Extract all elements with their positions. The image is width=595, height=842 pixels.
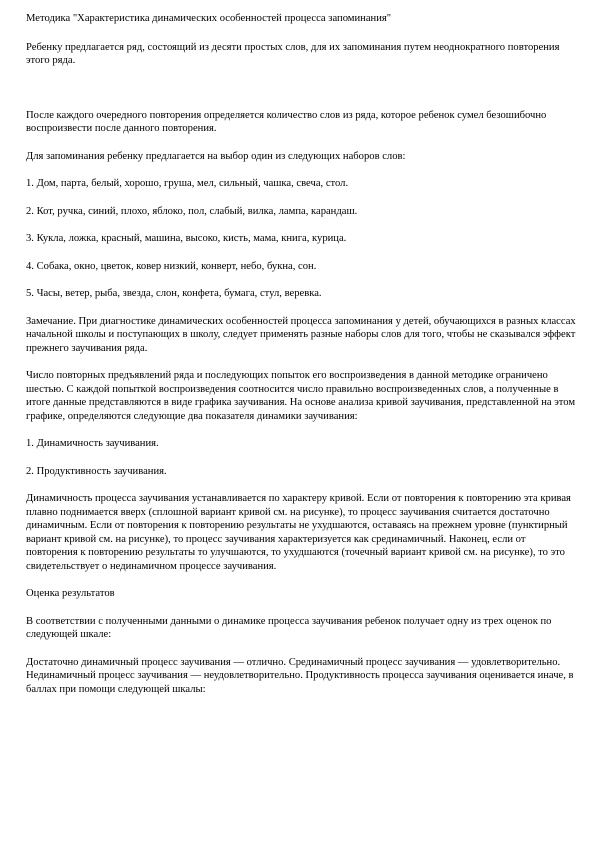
word-set-item: 3. Кукла, ложка, красный, машина, высоко, кисть, мама, книга, курица.: [26, 233, 347, 244]
indicator-item: 1. Динамичность заучивания.: [26, 438, 159, 449]
note-paragraph: Замечание. При диагностике динамических особенностей процесса запоминания у детей, обучающихся в разных классах начальной школы и поступающих в школу, следует применять разные наборы слов для того, чтобы не сказывался эффект прежнего заучивания ряда.: [26, 315, 576, 354]
document-title: Методика "Характеристика динамических особенностей процесса запоминания": [26, 13, 392, 24]
results-heading: Оценка результатов: [26, 588, 115, 599]
results-paragraph: В соответствии с полученными данными о динамике процесса заучивания ребенок получает одну из трех оценок по следующей шкале:: [26, 615, 552, 640]
choice-paragraph: Для запоминания ребенку предлагается на выбор один из следующих наборов слов:: [26, 150, 406, 162]
intro-paragraph: Ребенку предлагается ряд, состоящий из десяти простых слов, для их запоминания путем неоднократного повторения этого ряда.: [26, 41, 560, 66]
blank-space: [26, 68, 578, 109]
dynamics-paragraph: Динамичность процесса заучивания устанавливается по характеру кривой. Если от повторения к повторению эта кривая плавно поднимается вверх (сплошной вариант кривой см. на рисунке), то процесс заучивания считается достаточно динамичным. Если от повторения к повторению результаты не ухудшаются, оставаясь на прежнем уровне (пунктирный вариант кривой см. на рисунке), то процесс заучивания характеризуется как срединамичный. Наконец, если от повторения к повторению результаты то улучшаются, то ухудшаются (точечный вариант кривой см. на рисунке), то это свидетельствует о нединамичном процессе заучивания.: [26, 493, 571, 572]
repeats-paragraph: Число повторных предъявлений ряда и последующих попыток его воспроизведения в данной методике ограничено шестью. С каждой попыткой воспроизведения соотносится число правильно воспроизведенных слов, а полученные в итоге данные представляются в виде графика заучивания. На основе анализа кривой заучивания, представленной на этом графике, определяются следующие два показателя динамики заучивания:: [26, 370, 576, 422]
indicator-item: 2. Продуктивность заучивания.: [26, 465, 167, 477]
word-set-item: 4. Собака, окно, цветок, ковер низкий, конверт, небо, букна, сон.: [26, 260, 317, 272]
scale-paragraph: Достаточно динамичный процесс заучивания — отлично. Срединамичный процесс заучивания — удовлетворительно. Нединамичный процесс заучивания — неудовлетворительно. Продуктивность процесса заучивания оценивается иначе, в баллах при помощи следующей шкалы:: [26, 656, 574, 695]
word-set-item: 1. Дом, парта, белый, хорошо, груша, мел, сильный, чашка, свеча, стол.: [26, 178, 349, 189]
word-set-item: 5. Часы, ветер, рыба, звезда, слон, конфета, бумага, стул, веревка.: [26, 288, 322, 299]
repeat-paragraph: После каждого очередного повторения определяется количество слов из ряда, которое ребенок сумел безошибочно воспроизвести после данного повторения.: [26, 109, 547, 134]
document-body: [26, 12, 578, 710]
word-set-item: 2. Кот, ручка, синий, плохо, яблоко, пол, слабый, вилка, лампа, карандаш.: [26, 205, 358, 217]
